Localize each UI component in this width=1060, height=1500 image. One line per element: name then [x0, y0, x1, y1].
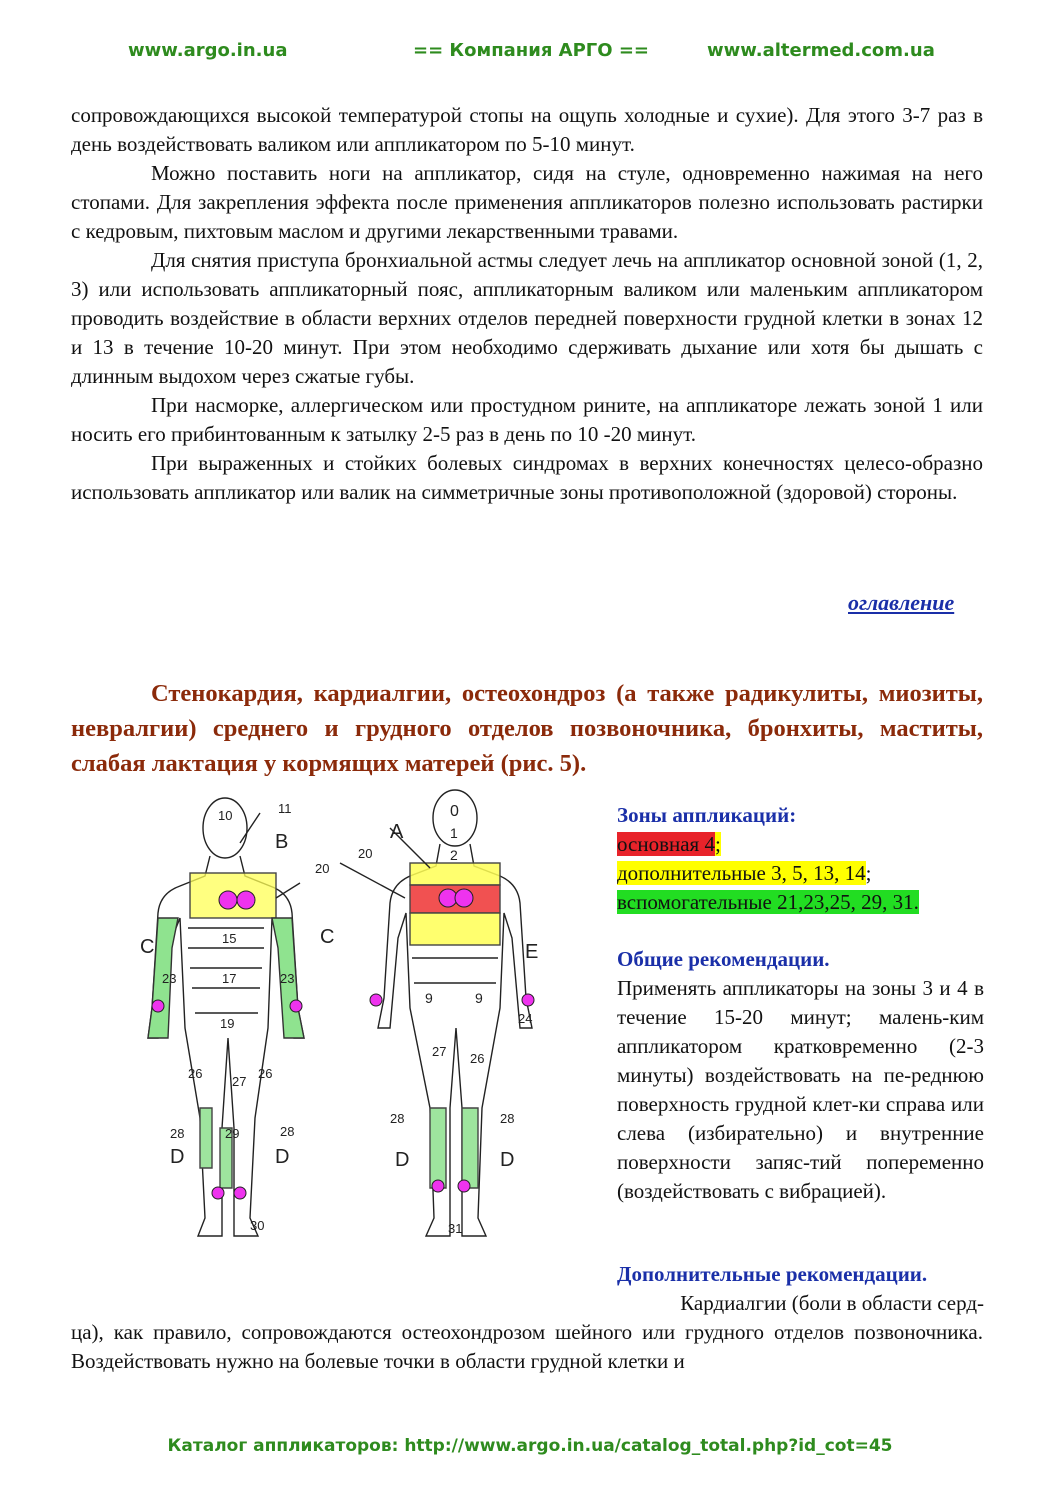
figure-number: 0: [450, 803, 459, 820]
figure-number: 9: [425, 990, 433, 1006]
zone-additional: дополнительные 3, 5, 13, 14: [617, 861, 866, 885]
zone-main-suffix: ;: [714, 832, 721, 856]
figure-number: 26: [188, 1066, 203, 1081]
figure-letter: D: [275, 1146, 290, 1168]
back-shin-green-2: [462, 1108, 478, 1188]
figure-number: 26: [258, 1066, 273, 1081]
front-acupoint: [219, 891, 237, 909]
zone-additional-line: [617, 859, 984, 888]
figure-letter: E: [525, 941, 539, 963]
zone-auxiliary-line: [617, 888, 984, 917]
front-acupoint: [237, 891, 255, 909]
toc-link[interactable]: оглавление: [848, 590, 955, 615]
figure-letter: C: [140, 936, 155, 958]
front-acupoint: [234, 1187, 246, 1199]
additional-continuation: [71, 1318, 983, 1376]
figure-letter: C: [320, 926, 335, 948]
zones-block: [617, 801, 984, 917]
additional-heading: Дополнительные рекомендации.: [617, 1262, 928, 1286]
section-title: Стенокардия, кардиалгии, остеохондроз (а также радикулиты, миозиты, невралгии) среднего и грудного отделов позвоночника, бронхиты, маститы, слабая лактация у кормящих матерей (рис. 5).: [71, 680, 983, 777]
figure-number: 19: [220, 1016, 235, 1031]
figure-number: 28: [170, 1126, 185, 1141]
figure-letter: A: [390, 821, 404, 843]
back-acupoint: [370, 994, 382, 1006]
zones-heading: Зоны аппликаций:: [617, 803, 797, 827]
figure-number: 28: [390, 1111, 405, 1126]
zone-additional-suffix: ;: [865, 861, 872, 885]
general-heading: Общие рекомендации.: [617, 947, 830, 971]
front-acupoint: [152, 1000, 164, 1012]
back-acupoint: [458, 1180, 470, 1192]
footer-catalog-link[interactable]: Каталог аппликаторов: http://www.argo.in.ua/catalog_total.php?id_cot=45: [167, 1436, 893, 1456]
back-zone-yellow-bottom: [410, 913, 500, 945]
front-head: [203, 798, 247, 858]
figure-number: 23: [280, 971, 295, 986]
back-acupoint: [522, 994, 534, 1006]
figure-number: 30: [250, 1218, 265, 1233]
figure-number: 10: [218, 808, 233, 823]
figure-number: 9: [475, 990, 483, 1006]
figure-number: 20: [358, 846, 373, 861]
front-acupoint: [290, 1000, 302, 1012]
figure-number: 28: [280, 1124, 295, 1139]
figure-letter: D: [500, 1149, 515, 1171]
figure-number: 20: [315, 861, 330, 876]
general-block: [617, 945, 984, 1206]
figure-letter: B: [275, 831, 289, 853]
paragraph: Можно поставить ноги на аппликатор, сидя на стуле, одновременно нажимая на него стопами. Для закрепления эффекта после применения аппликаторов полезно использовать растирки с кедровым, пихтовым маслом и другими лекарственными травами.: [71, 161, 983, 243]
back-acupoint: [432, 1180, 444, 1192]
intro-text: [71, 101, 983, 507]
front-acupoint: [212, 1187, 224, 1199]
zone-auxiliary: вспомогательные 21,23,25, 29, 31.: [617, 890, 919, 914]
zone-main-line: [617, 830, 984, 859]
figure-number: 2: [450, 847, 458, 863]
general-text: Применять аппликаторы на зоны 3 и 4 в течение 15-20 минут; малень-ким аппликатором кратковременно (2-3 минуты) воздействовать на пе-реднюю поверхность грудной клет-ки справа или слева (избирательно) и внутренние поверхности запяс-тий попеременно (воздействовать с вибрацией).: [617, 976, 984, 1203]
paragraph: Для снятия приступа бронхиальной астмы следует лечь на аппликатор основной зоной (1, 2, 3) или использовать аппликаторный пояс, аппликаторным валиком или маленьким аппликатором проводить воздействие в области верхних отделов передней поверхности грудной клетки в зонах 12 и 13 в течение 10-20 минут. При этом необходимо сдерживать дыхание или хотя бы дышать с длинным выдохом через сжатые губы.: [71, 248, 983, 388]
additional-block: [617, 1260, 984, 1318]
figure-letter: D: [395, 1149, 410, 1171]
figure-number: 11: [278, 801, 292, 816]
figure-number: 23: [162, 971, 177, 986]
figure-number: 27: [432, 1044, 447, 1059]
figure-number: 24: [518, 1011, 533, 1026]
header-company: == Компания АРГО ==: [413, 40, 650, 61]
paragraph: сопровождающихся высокой температурой стопы на ощупь холодные и сухие). Для этого 3-7 раз в день воздействовать валиком или аппликатором по 5-10 минут.: [71, 103, 983, 156]
zone-main: основная 4: [617, 832, 715, 856]
paragraph: При выраженных и стойких болевых синдромах в верхних конечностях целесо-образно использовать аппликатор или валик на симметричные зоны противоположной (здоровой) стороны.: [71, 451, 983, 504]
front-shin-green-2: [200, 1108, 212, 1168]
body-zones-figure: [100, 788, 600, 1248]
additional-first-line: Кардиалгии (боли в области серд-: [680, 1291, 984, 1315]
figure-number: 28: [500, 1111, 515, 1126]
back-zone-yellow-top: [410, 863, 500, 885]
paragraph: При насморке, аллергическом или простудном рините, на аппликаторе лежать зоной 1 или носить его прибинтованным к затылку 2-5 раз в день по 10 -20 минут.: [71, 393, 983, 446]
back-shin-green: [430, 1108, 446, 1188]
figure-number: 1: [450, 825, 458, 841]
figure-number: 17: [222, 971, 237, 986]
paragraph: ца), как правило, сопровождаются остеохондрозом шейного или грудного отделов позвоночника. Воздействовать нужно на болевые точки в области грудной клетки и: [71, 1320, 983, 1373]
back-acupoint: [455, 889, 473, 907]
figure-number: 26: [470, 1051, 485, 1066]
figure-number: 15: [222, 931, 237, 946]
figure-number: 27: [232, 1074, 247, 1089]
header-site-right[interactable]: www.altermed.com.ua: [707, 40, 935, 61]
back-acupoint: [439, 889, 457, 907]
figure-letter: D: [170, 1146, 185, 1168]
header-site-left[interactable]: www.argo.in.ua: [128, 40, 288, 61]
figure-number: 31: [448, 1221, 463, 1236]
figure-number: 29: [225, 1126, 240, 1141]
